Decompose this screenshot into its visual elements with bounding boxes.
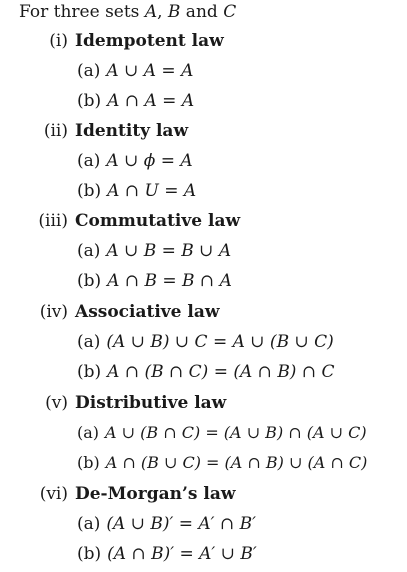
law-number: (i) <box>49 31 68 51</box>
law-item <box>77 514 256 534</box>
item-label: (b) <box>77 362 102 382</box>
intro-prefix: For three sets <box>19 2 145 22</box>
law-number: (vi) <box>39 484 68 504</box>
law-item <box>77 181 196 201</box>
set-c: C <box>223 2 237 22</box>
set-b: B <box>167 2 181 22</box>
item-label: (a) <box>77 332 101 352</box>
formula: (A ∪ B) ∪ C = A ∪ (B ∪ C) <box>106 332 334 352</box>
formula: A ∩ B = B ∩ A <box>107 271 232 291</box>
law-name: Commutative law <box>75 211 241 231</box>
item-label: (b) <box>77 91 102 111</box>
law-name: Identity law <box>75 121 189 141</box>
item-label: (a) <box>77 61 101 81</box>
intro-line <box>19 2 236 22</box>
item-label: (a) <box>77 241 101 261</box>
law-item <box>77 544 257 564</box>
set-a: A <box>144 2 158 22</box>
law-heading-de-morgan <box>0 484 236 504</box>
formula: A ∩ (B ∩ C) = (A ∩ B) ∩ C <box>107 362 335 382</box>
item-label: (b) <box>77 544 102 564</box>
law-item <box>77 332 334 352</box>
law-item <box>77 61 193 81</box>
formula: A ∪ ϕ = A <box>106 151 193 171</box>
law-name: Idempotent law <box>75 31 224 51</box>
law-heading-identity <box>0 121 188 141</box>
law-item <box>77 453 367 472</box>
law-heading-commutative <box>0 211 240 231</box>
law-item <box>77 151 193 171</box>
law-number: (iii) <box>38 211 68 231</box>
intro-sep: , <box>157 2 168 22</box>
law-heading-associative <box>0 302 220 322</box>
item-label: (b) <box>77 271 102 291</box>
law-name: Distributive law <box>75 393 227 413</box>
formula: A ∩ A = A <box>107 91 195 111</box>
formula: (A ∩ B)′ = A′ ∪ B′ <box>107 544 257 564</box>
law-item <box>77 91 194 111</box>
law-number: (ii) <box>43 121 68 141</box>
law-item <box>77 241 231 261</box>
law-name: De-Morgan’s law <box>75 484 236 504</box>
item-label: (a) <box>77 514 101 534</box>
formula: A ∩ U = A <box>107 181 197 201</box>
intro-and: and <box>180 2 224 22</box>
law-item <box>77 271 232 291</box>
law-name: Associative law <box>75 302 220 322</box>
item-label: (a) <box>77 423 100 442</box>
formula: (A ∪ B)′ = A′ ∩ B′ <box>106 514 256 534</box>
law-item <box>77 423 367 442</box>
law-number: (iv) <box>39 302 68 322</box>
law-heading-idempotent <box>0 31 224 51</box>
law-item <box>77 362 335 382</box>
law-number: (v) <box>45 393 68 413</box>
item-label: (b) <box>77 453 100 472</box>
formula: A ∩ (B ∪ C) = (A ∩ B) ∪ (A ∩ C) <box>105 453 368 472</box>
formula: A ∪ (B ∩ C) = (A ∪ B) ∩ (A ∪ C) <box>105 423 367 442</box>
law-heading-distributive <box>0 393 226 413</box>
formula: A ∪ B = B ∪ A <box>106 241 232 261</box>
formula: A ∪ A = A <box>106 61 194 81</box>
item-label: (a) <box>77 151 101 171</box>
item-label: (b) <box>77 181 102 201</box>
